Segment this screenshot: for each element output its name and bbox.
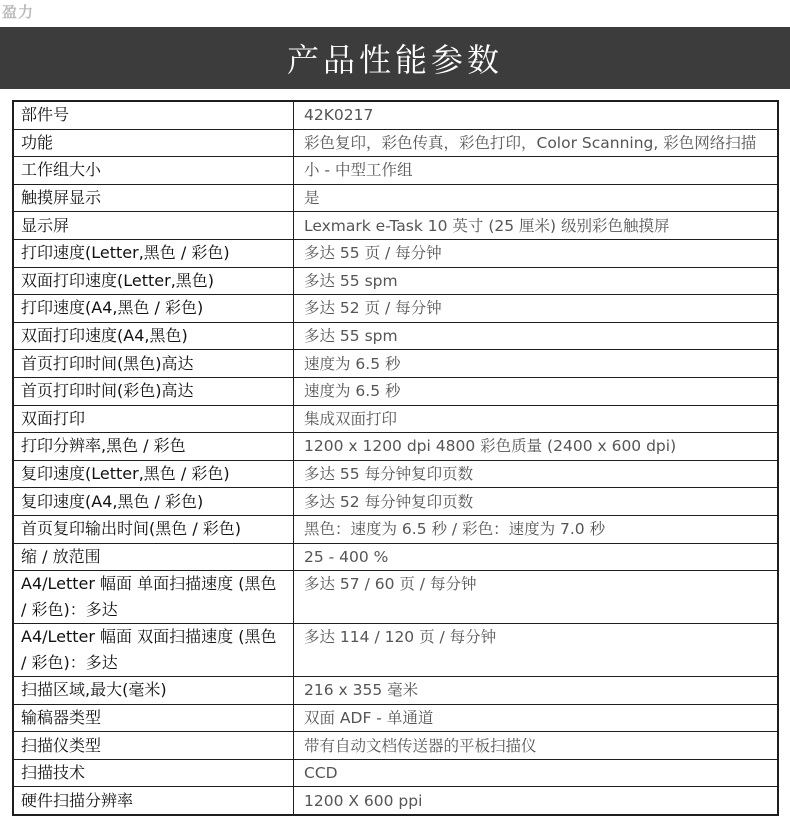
spec-label: 扫描技术	[13, 759, 294, 787]
spec-value: 多达 57 / 60 页 / 每分钟	[294, 571, 779, 624]
spec-label: 双面打印速度(Letter,黑色)	[13, 267, 294, 295]
table-row	[13, 704, 778, 732]
table-row	[13, 267, 778, 295]
spec-table	[12, 100, 779, 816]
spec-value: 速度为 6.5 秒	[294, 377, 779, 405]
table-row	[13, 543, 778, 571]
table-row	[13, 212, 778, 240]
spec-label: 首页打印时间(彩色)高达	[13, 377, 294, 405]
spec-label: 部件号	[13, 101, 294, 129]
table-row	[13, 184, 778, 212]
spec-label: 扫描区域,最大(毫米)	[13, 677, 294, 705]
spec-table-body	[13, 101, 778, 815]
spec-value: 1200 x 1200 dpi 4800 彩色质量 (2400 x 600 dpi)	[294, 433, 779, 461]
table-row	[13, 515, 778, 543]
spec-value: 1200 X 600 ppi	[294, 787, 779, 815]
spec-label: 显示屏	[13, 212, 294, 240]
spec-label: 复印速度(A4,黑色 / 彩色)	[13, 488, 294, 516]
table-row	[13, 759, 778, 787]
spec-value: 是	[294, 184, 779, 212]
spec-value: 多达 55 spm	[294, 267, 779, 295]
spec-value: 多达 55 spm	[294, 322, 779, 350]
spec-label: 双面打印速度(A4,黑色)	[13, 322, 294, 350]
table-row	[13, 433, 778, 461]
table-row	[13, 460, 778, 488]
table-row	[13, 157, 778, 185]
spec-value: 彩色复印，彩色传真，彩色打印，Color Scanning, 彩色网络扫描	[294, 129, 779, 157]
spec-label: 输稿器类型	[13, 704, 294, 732]
spec-value: 216 x 355 毫米	[294, 677, 779, 705]
spec-label: 触摸屏显示	[13, 184, 294, 212]
spec-label: 双面打印	[13, 405, 294, 433]
table-row	[13, 129, 778, 157]
spec-value: 双面 ADF - 单通道	[294, 704, 779, 732]
spec-label: 打印分辨率,黑色 / 彩色	[13, 433, 294, 461]
spec-label: 复印速度(Letter,黑色 / 彩色)	[13, 460, 294, 488]
spec-value: 多达 52 页 / 每分钟	[294, 295, 779, 323]
spec-value: 25 - 400 %	[294, 543, 779, 571]
spec-value: 多达 55 每分钟复印页数	[294, 460, 779, 488]
spec-label: 硬件扫描分辨率	[13, 787, 294, 815]
table-row	[13, 405, 778, 433]
table-row	[13, 377, 778, 405]
table-row	[13, 677, 778, 705]
table-row	[13, 239, 778, 267]
table-row	[13, 732, 778, 760]
spec-value: 多达 52 每分钟复印页数	[294, 488, 779, 516]
table-row	[13, 787, 778, 815]
spec-label: A4/Letter 幅面 双面扫描速度 (黑色 / 彩色)：多达	[13, 624, 294, 677]
spec-label: 缩 / 放范围	[13, 543, 294, 571]
spec-value: 小 - 中型工作组	[294, 157, 779, 185]
spec-label: 工作组大小	[13, 157, 294, 185]
spec-value: 黑色：速度为 6.5 秒 / 彩色：速度为 7.0 秒	[294, 515, 779, 543]
spec-label: 打印速度(Letter,黑色 / 彩色)	[13, 239, 294, 267]
spec-label: A4/Letter 幅面 单面扫描速度 (黑色 / 彩色)：多达	[13, 571, 294, 624]
table-row	[13, 624, 778, 677]
spec-label: 首页复印输出时间(黑色 / 彩色)	[13, 515, 294, 543]
table-row	[13, 322, 778, 350]
spec-value: CCD	[294, 759, 779, 787]
spec-value: 速度为 6.5 秒	[294, 350, 779, 378]
spec-label: 首页打印时间(黑色)高达	[13, 350, 294, 378]
spec-value: Lexmark e-Task 10 英寸 (25 厘米) 级别彩色触摸屏	[294, 212, 779, 240]
spec-label: 功能	[13, 129, 294, 157]
table-row	[13, 488, 778, 516]
title-banner	[0, 27, 790, 89]
table-row	[13, 295, 778, 323]
spec-value: 带有自动文档传送器的平板扫描仪	[294, 732, 779, 760]
spec-value: 集成双面打印	[294, 405, 779, 433]
spec-value: 多达 114 / 120 页 / 每分钟	[294, 624, 779, 677]
table-row	[13, 571, 778, 624]
table-row	[13, 101, 778, 129]
spec-label: 扫描仪类型	[13, 732, 294, 760]
spec-label: 打印速度(A4,黑色 / 彩色)	[13, 295, 294, 323]
spec-value: 多达 55 页 / 每分钟	[294, 239, 779, 267]
watermark-logo: 盈力	[2, 3, 35, 21]
spec-value: 42K0217	[294, 101, 779, 129]
page-title: 产品性能参数	[286, 41, 503, 79]
table-row	[13, 350, 778, 378]
